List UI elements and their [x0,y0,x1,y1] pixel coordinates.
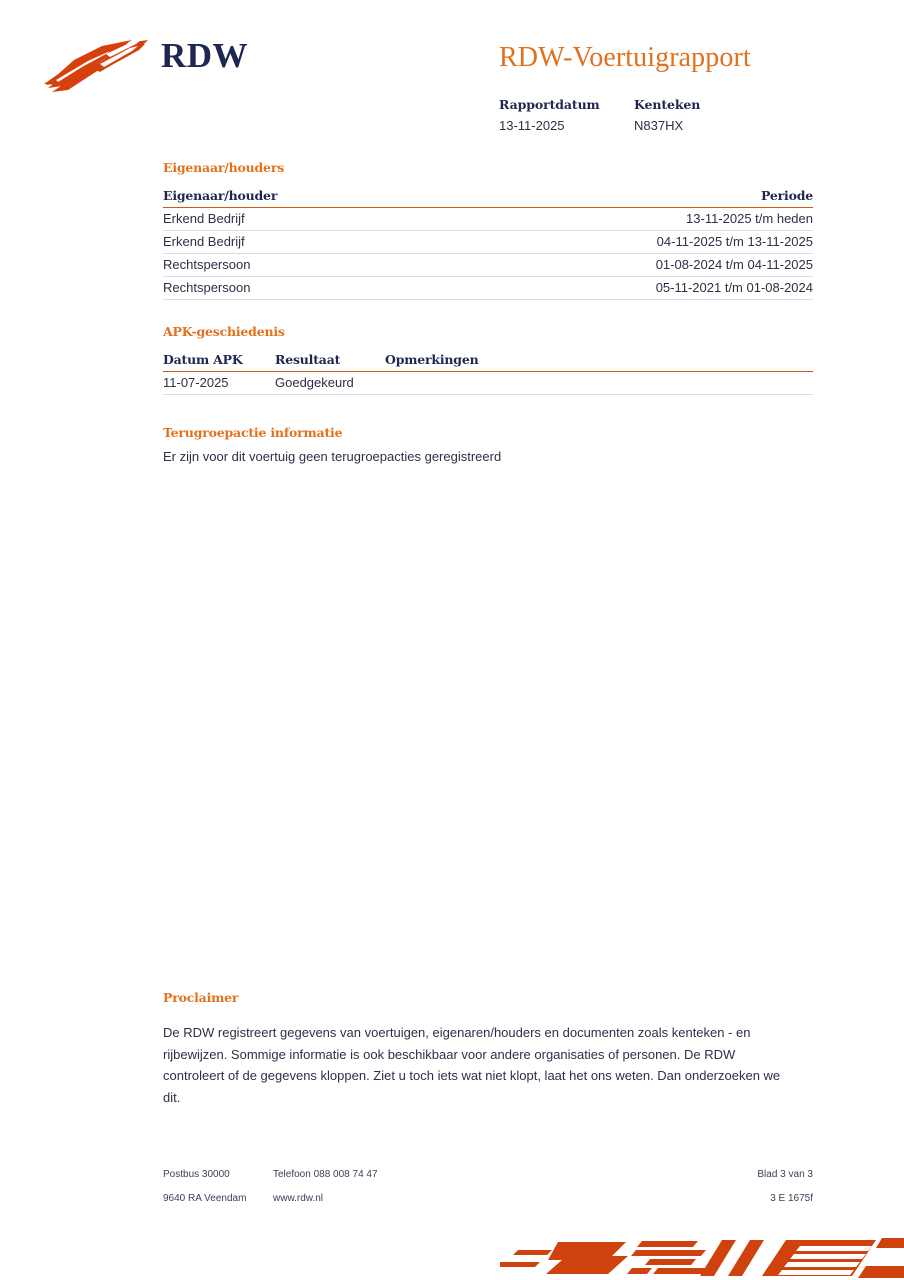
licence-plate-label: Kenteken [634,97,701,112]
owner-period-cell: 04-11-2025 t/m 13-11-2025 [583,231,813,254]
recall-text: Er zijn voor dit voertuig geen terugroepacties geregistreerd [163,449,502,464]
apk-table [163,348,813,395]
report-date-value: 13-11-2025 [499,118,565,133]
owner-holder-cell: Erkend Bedrijf [163,231,583,254]
footer-form-code: 3 E 1675f [770,1193,813,1204]
apk-col-date: Datum APK [163,348,275,372]
footer-website[interactable]: www.rdw.nl [273,1193,324,1204]
owner-holder-cell: Rechtspersoon [163,277,583,300]
owner-period-cell: 05-11-2021 t/m 01-08-2024 [583,277,813,300]
rdw-arrow-logo-icon [44,40,149,92]
footer-address-line1: Postbus 30000 [163,1169,230,1180]
rdw-speed-graphic [500,1222,904,1280]
owner-period-cell: 13-11-2025 t/m heden [583,208,813,231]
footer-phone: Telefoon 088 008 74 47 [273,1169,378,1180]
apk-col-remarks: Opmerkingen [385,348,813,372]
owners-table [163,184,813,300]
table-row [163,208,813,231]
licence-plate-value: N837HX [634,118,684,133]
apk-result-cell: Goedgekeurd [275,372,385,395]
rdw-wordmark: RDW [161,36,249,75]
table-row [163,254,813,277]
recall-section-title: Terugroepactie informatie [163,425,343,440]
report-date-label: Rapportdatum [499,97,600,112]
disclaimer-section-title: Proclaimer [163,990,239,1005]
rdw-speed-graphic-icon [500,1222,904,1280]
page-title: RDW-Voertuigrapport [499,42,751,73]
rdw-logo [44,34,304,94]
footer-page-label: Blad 3 van 3 [757,1169,813,1180]
footer-address-line2: 9640 RA Veendam [163,1193,247,1204]
footer-row-second [163,1192,813,1216]
page-footer [163,1168,813,1218]
disclaimer-text: De RDW registreert gegevens van voertuigen, eigenaren/houders en documenten zoals kenteken - en rijbewijzen. Sommige informatie is ook beschikbaar voor andere organisaties of personen. De RDW controleert of de gegevens kloppen. Ziet u toch iets wat niet klopt, laat het ons weten. Dan onderzoeken we dit. [163,1025,781,1105]
owner-holder-cell: Rechtspersoon [163,254,583,277]
owner-holder-cell: Erkend Bedrijf [163,208,583,231]
apk-date-cell: 11-07-2025 [163,372,275,395]
owners-section-title: Eigenaar/houders [163,160,285,175]
apk-table-header-row [163,348,813,372]
table-row [163,372,813,395]
owners-section [163,160,813,300]
disclaimer-section [163,990,803,1108]
owner-period-cell: 01-08-2024 t/m 04-11-2025 [583,254,813,277]
recall-section [163,425,813,466]
apk-remarks-cell [385,372,813,395]
owners-table-header-row [163,184,813,208]
apk-col-result: Resultaat [275,348,385,372]
apk-table-body [163,372,813,395]
table-row [163,231,813,254]
footer-row-first [163,1168,813,1192]
meta-licence-plate [634,97,769,136]
apk-section-title: APK-geschiedenis [163,324,285,339]
owners-col-holder: Eigenaar/houder [163,184,583,208]
report-meta [499,97,769,136]
owners-col-period: Periode [583,184,813,208]
meta-report-date [499,97,634,136]
page-header [0,0,904,150]
apk-history-section [163,324,813,395]
table-row [163,277,813,300]
owners-table-body [163,208,813,300]
